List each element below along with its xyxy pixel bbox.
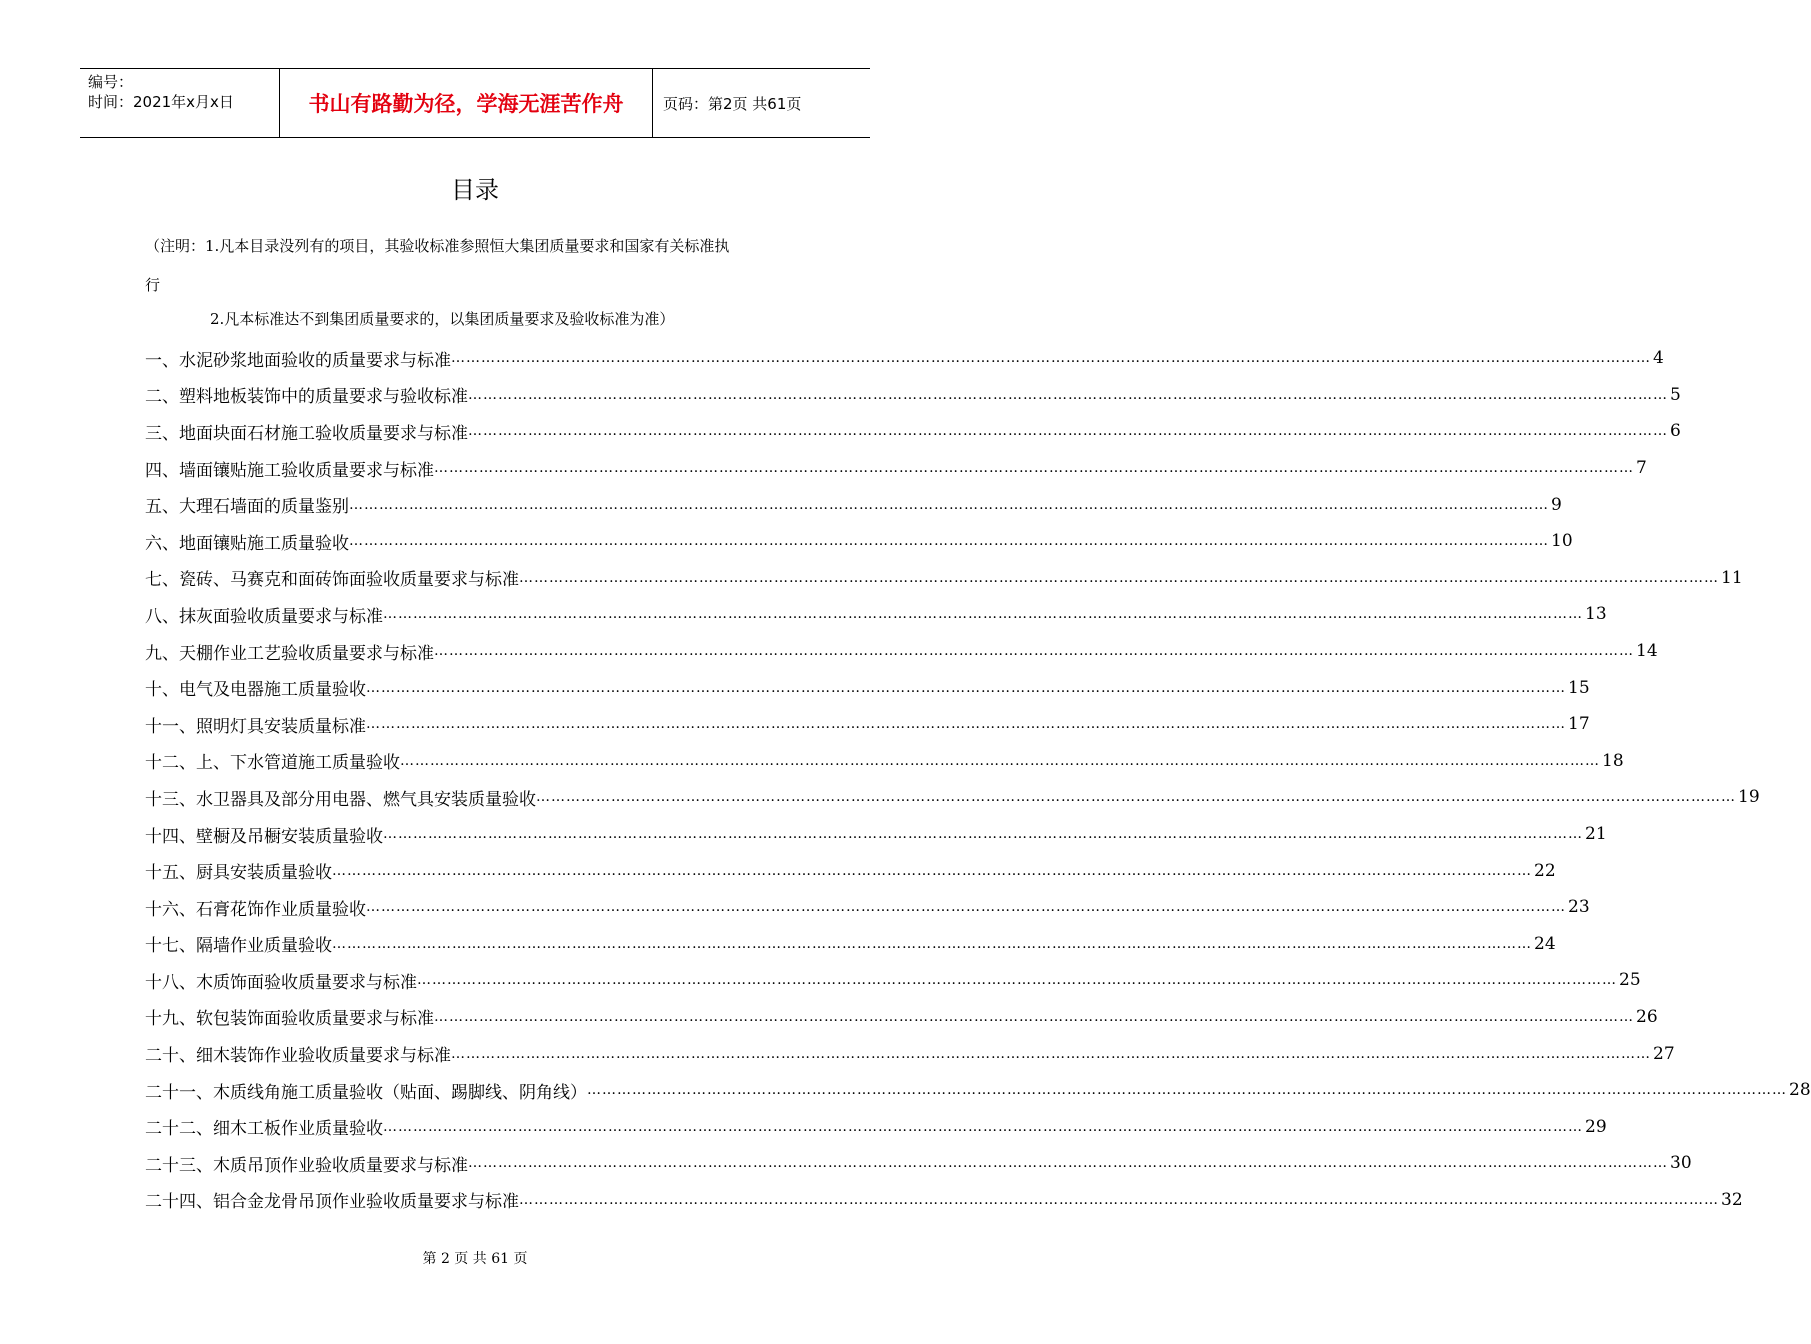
toc-entry-number: 十三、: [145, 789, 196, 810]
toc-entry-number: 四、: [145, 460, 179, 481]
toc-entry-number: 三、: [145, 423, 179, 444]
toc-entry[interactable]: [145, 889, 1590, 926]
toc-entry[interactable]: [145, 669, 1590, 706]
toc-leader-dots: ……………………………………………………………………………………………………………………………………………………………………………………………………………………: [366, 679, 1566, 696]
toc-entry-page: 22: [1534, 860, 1556, 881]
toc-entry[interactable]: [145, 926, 1556, 963]
note-line-3: 2.凡本标准达不到集团质量要求的，以集团质量要求及验收标准为准）: [210, 310, 675, 328]
toc-entry[interactable]: [145, 1072, 1811, 1109]
toc-leader-dots: ……………………………………………………………………………………………………………………………………………………………………………………………………………………: [468, 423, 1668, 440]
toc-leader-dots: ……………………………………………………………………………………………………………………………………………………………………………………………………………………: [332, 935, 1532, 952]
toc-entry-number: 六、: [145, 533, 179, 554]
toc-entry-label: 隔墙作业质量验收: [196, 936, 332, 957]
toc-leader-dots: ……………………………………………………………………………………………………………………………………………………………………………………………………………………: [366, 716, 1566, 733]
toc-entry-page: 28: [1789, 1080, 1811, 1101]
toc-entry-page: 11: [1721, 567, 1743, 588]
header-info-cell: [80, 69, 280, 137]
page-header: [80, 68, 870, 138]
toc-entry[interactable]: [145, 999, 1658, 1036]
toc-entry[interactable]: [145, 743, 1624, 780]
table-of-contents: [145, 340, 1811, 1218]
toc-leader-dots: ……………………………………………………………………………………………………………………………………………………………………………………………………………………: [434, 1008, 1634, 1025]
header-page-number: 页码：第2页 共61页: [663, 94, 802, 113]
toc-entry-number: 十二、: [145, 753, 196, 774]
toc-entry-number: 五、: [145, 497, 179, 518]
toc-leader-dots: ……………………………………………………………………………………………………………………………………………………………………………………………………………………: [434, 460, 1634, 477]
toc-entry-page: 10: [1551, 531, 1573, 552]
toc-entry-number: 十五、: [145, 863, 196, 884]
toc-entry[interactable]: [145, 816, 1607, 853]
document-date: 时间：2021年x月x日: [88, 93, 234, 111]
page-title: 目录: [451, 176, 499, 204]
toc-entry-label: 上、下水管道施工质量验收: [196, 753, 400, 774]
toc-entry-number: 二十三、: [145, 1155, 213, 1176]
toc-entry-page: 14: [1636, 641, 1658, 662]
toc-entry-number: 七、: [145, 570, 179, 591]
note-line-2: 行: [145, 276, 161, 294]
toc-entry-label: 细木装饰作业验收质量要求与标准: [196, 1046, 451, 1067]
toc-entry-page: 26: [1636, 1006, 1658, 1027]
toc-entry-page: 4: [1653, 348, 1664, 369]
toc-entry[interactable]: [145, 962, 1641, 999]
toc-leader-dots: ……………………………………………………………………………………………………………………………………………………………………………………………………………………: [383, 606, 1583, 623]
toc-leader-dots: ……………………………………………………………………………………………………………………………………………………………………………………………………………………: [434, 643, 1634, 660]
toc-leader-dots: ……………………………………………………………………………………………………………………………………………………………………………………………………………………: [332, 862, 1532, 879]
toc-entry-label: 抹灰面验收质量要求与标准: [179, 606, 383, 627]
toc-leader-dots: ……………………………………………………………………………………………………………………………………………………………………………………………………………………: [383, 826, 1583, 843]
toc-entry-number: 十九、: [145, 1009, 196, 1030]
toc-entry[interactable]: [145, 779, 1760, 816]
toc-entry-label: 照明灯具安装质量标准: [196, 716, 366, 737]
toc-leader-dots: ……………………………………………………………………………………………………………………………………………………………………………………………………………………: [451, 1045, 1651, 1062]
toc-entry-number: 二十四、: [145, 1192, 213, 1213]
toc-entry-label: 地面块面石材施工验收质量要求与标准: [179, 423, 468, 444]
toc-leader-dots: ……………………………………………………………………………………………………………………………………………………………………………………………………………………: [468, 386, 1668, 403]
toc-entry-label: 电气及电器施工质量验收: [179, 680, 366, 701]
toc-entry-page: 13: [1585, 604, 1607, 625]
toc-entry[interactable]: [145, 560, 1743, 597]
toc-entry[interactable]: [145, 1145, 1692, 1182]
toc-entry[interactable]: [145, 340, 1664, 377]
toc-entry-label: 细木工板作业质量验收: [213, 1119, 383, 1140]
toc-entry-number: 二十二、: [145, 1119, 213, 1140]
toc-leader-dots: ……………………………………………………………………………………………………………………………………………………………………………………………………………………: [366, 899, 1566, 916]
toc-entry-page: 6: [1670, 421, 1681, 442]
toc-entry-page: 25: [1619, 970, 1641, 991]
page-footer: 第 2 页 共 61 页: [422, 1251, 528, 1267]
note-line-1: （注明：1.凡本目录没列有的项目，其验收标准参照恒大集团质量要求和国家有关标准执: [145, 237, 730, 255]
document-number-label: 编号：: [88, 73, 134, 91]
toc-entry[interactable]: [145, 633, 1658, 670]
toc-entry-page: 19: [1738, 787, 1760, 808]
toc-entry-label: 铝合金龙骨吊顶作业验收质量要求与标准: [213, 1192, 519, 1213]
toc-entry[interactable]: [145, 1108, 1607, 1145]
toc-entry-page: 23: [1568, 897, 1590, 918]
toc-entry-number: 九、: [145, 643, 179, 664]
toc-entry-label: 瓷砖、马赛克和面砖饰面验收质量要求与标准: [179, 570, 519, 591]
toc-entry-page: 9: [1551, 494, 1562, 515]
toc-entry-number: 二十、: [145, 1046, 196, 1067]
toc-entry-label: 天棚作业工艺验收质量要求与标准: [179, 643, 434, 664]
toc-leader-dots: ……………………………………………………………………………………………………………………………………………………………………………………………………………………: [383, 1118, 1583, 1135]
toc-entry-page: 29: [1585, 1116, 1607, 1137]
toc-entry-page: 15: [1568, 677, 1590, 698]
toc-leader-dots: ……………………………………………………………………………………………………………………………………………………………………………………………………………………: [349, 533, 1549, 550]
toc-entry-page: 18: [1602, 750, 1624, 771]
toc-entry-page: 24: [1534, 933, 1556, 954]
toc-entry-label: 地面镶贴施工质量验收: [179, 533, 349, 554]
toc-entry-number: 十四、: [145, 826, 196, 847]
toc-entry-label: 墙面镶贴施工验收质量要求与标准: [179, 460, 434, 481]
toc-entry[interactable]: [145, 1182, 1743, 1219]
toc-entry-number: 一、: [145, 350, 179, 371]
toc-leader-dots: ……………………………………………………………………………………………………………………………………………………………………………………………………………………: [519, 1191, 1719, 1208]
toc-entry-page: 32: [1721, 1189, 1743, 1210]
toc-entry-label: 石膏花饰作业质量验收: [196, 899, 366, 920]
header-slogan: 书山有路勤为径，学海无涯苦作舟: [280, 69, 653, 137]
toc-entry-number: 二十一、: [145, 1082, 213, 1103]
toc-leader-dots: ……………………………………………………………………………………………………………………………………………………………………………………………………………………: [587, 1082, 1787, 1099]
toc-entry-page: 17: [1568, 714, 1590, 735]
toc-entry[interactable]: [145, 377, 1681, 414]
toc-entry-label: 木质吊顶作业验收质量要求与标准: [213, 1155, 468, 1176]
toc-entry[interactable]: [145, 1035, 1675, 1072]
toc-entry[interactable]: [145, 413, 1681, 450]
toc-leader-dots: ……………………………………………………………………………………………………………………………………………………………………………………………………………………: [519, 569, 1719, 586]
toc-entry-number: 十八、: [145, 972, 196, 993]
toc-entry-label: 塑料地板装饰中的质量要求与验收标准: [179, 387, 468, 408]
toc-entry-number: 八、: [145, 606, 179, 627]
toc-entry[interactable]: [145, 450, 1647, 487]
toc-leader-dots: ……………………………………………………………………………………………………………………………………………………………………………………………………………………: [349, 496, 1549, 513]
toc-leader-dots: ……………………………………………………………………………………………………………………………………………………………………………………………………………………: [468, 1155, 1668, 1172]
toc-entry-label: 大理石墙面的质量鉴别: [179, 497, 349, 518]
toc-entry-label: 木质线角施工质量验收（贴面、踢脚线、阴角线）: [213, 1082, 587, 1103]
toc-entry-label: 厨具安装质量验收: [196, 863, 332, 884]
toc-entry[interactable]: [145, 596, 1607, 633]
toc-entry-number: 十七、: [145, 936, 196, 957]
toc-leader-dots: ……………………………………………………………………………………………………………………………………………………………………………………………………………………: [451, 350, 1651, 367]
toc-entry-label: 水泥砂浆地面验收的质量要求与标准: [179, 350, 451, 371]
toc-leader-dots: ……………………………………………………………………………………………………………………………………………………………………………………………………………………: [417, 972, 1617, 989]
toc-entry-label: 壁橱及吊橱安装质量验收: [196, 826, 383, 847]
toc-entry-label: 木质饰面验收质量要求与标准: [196, 972, 417, 993]
toc-entry-label: 软包装饰面验收质量要求与标准: [196, 1009, 434, 1030]
toc-leader-dots: ……………………………………………………………………………………………………………………………………………………………………………………………………………………: [536, 789, 1736, 806]
toc-entry-number: 十、: [145, 680, 179, 701]
toc-leader-dots: ……………………………………………………………………………………………………………………………………………………………………………………………………………………: [400, 752, 1600, 769]
toc-entry-number: 十六、: [145, 899, 196, 920]
toc-entry[interactable]: [145, 852, 1556, 889]
toc-entry[interactable]: [145, 486, 1562, 523]
toc-entry-page: 27: [1653, 1043, 1675, 1064]
toc-entry-number: 二、: [145, 387, 179, 408]
toc-entry-label: 水卫器具及部分用电器、燃气具安装质量验收: [196, 789, 536, 810]
toc-entry[interactable]: [145, 706, 1590, 743]
toc-entry[interactable]: [145, 523, 1573, 560]
toc-entry-number: 十一、: [145, 716, 196, 737]
toc-entry-page: 5: [1670, 384, 1681, 405]
toc-entry-page: 21: [1585, 824, 1607, 845]
toc-entry-page: 7: [1636, 458, 1647, 479]
toc-entry-page: 30: [1670, 1153, 1692, 1174]
